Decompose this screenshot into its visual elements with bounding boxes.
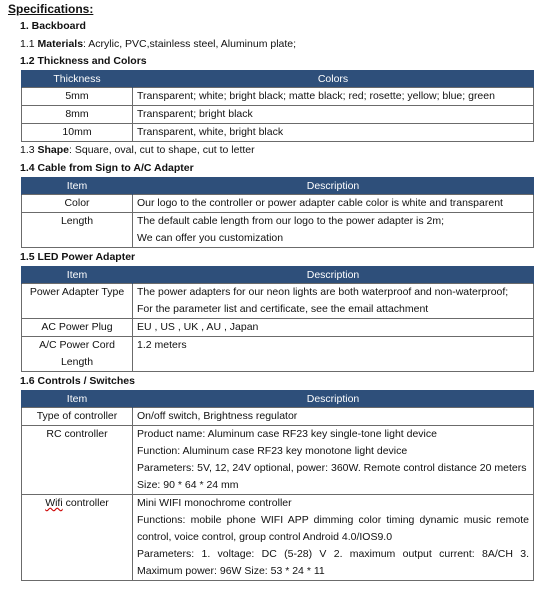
item-cell: RC controller: [22, 426, 133, 495]
description-line: Parameters: 1. voltage: DC (5-28) V 2. maximum output current: 8A/CH 3. Maximum power: 96W Size: 53 * 24 * 11: [137, 548, 529, 577]
section-number: 1.1: [20, 38, 38, 50]
section-cable: 1.4 Cable from Sign to A/C Adapter: [20, 162, 194, 174]
col-header-description: Description: [133, 390, 534, 408]
description-cell: [133, 426, 534, 495]
section-number: 1.3: [20, 144, 38, 156]
description-cell: [133, 408, 534, 426]
col-header-item: Item: [22, 390, 133, 408]
power-adapter-table: [21, 266, 534, 372]
table-header-row: [22, 266, 534, 284]
col-header-description: Description: [133, 266, 534, 284]
item-cell: Color: [22, 195, 133, 213]
description-cell: [133, 495, 534, 581]
table-row: [22, 88, 534, 106]
description-line: 1.2 meters: [137, 339, 187, 351]
description-cell: [133, 195, 534, 213]
thickness-cell: 8mm: [22, 106, 133, 124]
item-cell: Length: [22, 213, 133, 248]
table-row: [22, 408, 534, 426]
col-header-thickness: Thickness: [22, 70, 133, 88]
colors-cell: Transparent; bright black: [133, 106, 534, 124]
item-cell: Power Adapter Type: [22, 284, 133, 319]
table-header-row: [22, 70, 534, 88]
section-power-adapter: 1.5 LED Power Adapter: [20, 251, 136, 263]
description-line: We can offer you customization: [137, 232, 284, 244]
description-line: Product name: Aluminum case RF23 key single-tone light device: [137, 428, 437, 440]
controls-table: [21, 390, 534, 581]
table-header-row: [22, 177, 534, 195]
item-cell: Type of controller: [22, 408, 133, 426]
col-header-item: Item: [22, 266, 133, 284]
description-line: Mini WIFI monochrome controller: [137, 497, 292, 509]
description-line: Our logo to the controller or power adapter cable color is white and transparent: [137, 197, 503, 209]
item-cell: A/C Power Cord Length: [22, 337, 133, 372]
section-label: Shape: [37, 144, 70, 156]
description-line: For the parameter list and certificate, see the email attachment: [137, 303, 429, 315]
section-text: : Acrylic, PVC,stainless steel, Aluminum plate;: [83, 38, 297, 50]
item-cell: AC Power Plug: [22, 319, 133, 337]
thickness-cell: 10mm: [22, 124, 133, 142]
page-title: Specifications:: [8, 2, 94, 16]
table-row: [22, 124, 534, 142]
table-row: [22, 284, 534, 319]
cable-table: [21, 177, 534, 248]
table-row: [22, 426, 534, 495]
table-row: [22, 337, 534, 372]
description-cell: [133, 319, 534, 337]
description-cell: [133, 284, 534, 319]
description-line: Functions: mobile phone WIFI APP dimming color timing dynamic music remote control, voice control, group control Android 4.0/IOS9.0: [137, 514, 529, 543]
item-text: controller: [62, 497, 109, 509]
description-line: Function: Aluminum case RF23 key monotone light device: [137, 445, 408, 457]
table-header-row: [22, 390, 534, 408]
description-line: Parameters: 5V, 12, 24V optional, power: 360W. Remote control distance 20 meters: [137, 462, 527, 474]
description-line: The power adapters for our neon lights are both waterproof and non-waterproof;: [137, 286, 509, 298]
thickness-colors-table: [21, 70, 534, 142]
description-line: EU , US , UK , AU , Japan: [137, 321, 259, 333]
col-header-description: Description: [133, 177, 534, 195]
table-row: [22, 213, 534, 248]
section-text: : Square, oval, cut to shape, cut to letter: [69, 144, 255, 156]
colors-cell: Transparent, white, bright black: [133, 124, 534, 142]
section-label: Materials: [37, 38, 84, 50]
section-backboard: 1. Backboard: [20, 20, 86, 32]
section-controls: 1.6 Controls / Switches: [20, 375, 135, 387]
table-row: [22, 319, 534, 337]
section-materials: [20, 38, 296, 50]
colors-cell: Transparent; white; bright black; matte black; red; rosette; yellow; blue; green: [133, 88, 534, 106]
col-header-item: Item: [22, 177, 133, 195]
description-line: Size: 90 * 64 * 24 mm: [137, 479, 239, 491]
section-shape: [20, 144, 255, 156]
thickness-cell: 5mm: [22, 88, 133, 106]
item-cell: [22, 495, 133, 581]
table-row: [22, 106, 534, 124]
description-line: The default cable length from our logo to the power adapter is 2m;: [137, 215, 445, 227]
col-header-colors: Colors: [133, 70, 534, 88]
spellcheck-word: Wifi: [45, 497, 63, 509]
description-line: On/off switch, Brightness regulator: [137, 410, 298, 422]
section-thickness-colors: 1.2 Thickness and Colors: [20, 55, 147, 67]
table-row: [22, 495, 534, 581]
description-cell: [133, 213, 534, 248]
table-row: [22, 195, 534, 213]
description-cell: [133, 337, 534, 372]
